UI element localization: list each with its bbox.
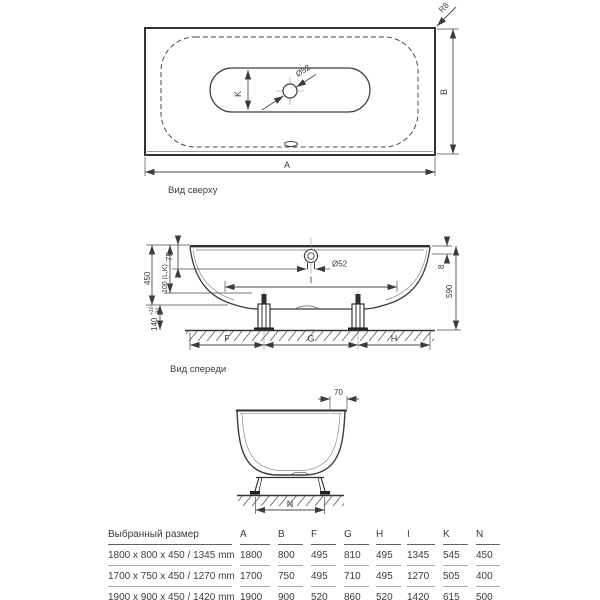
table-cell: 615 (443, 587, 468, 600)
dim-f-label: F (224, 333, 230, 344)
table-cell: 810 (344, 545, 369, 566)
rim-logo-oval (285, 142, 298, 147)
drain-diameter-label-front: Ø52 (332, 259, 348, 269)
table-header-cell: K (443, 524, 468, 545)
table-header-cell: Выбранный размер (108, 524, 232, 545)
dim-70-label: 70 (334, 388, 343, 397)
table-cell: 900 (278, 587, 303, 600)
table-cell: 1700 (240, 566, 270, 587)
table-header-cell: G (344, 524, 369, 545)
table-cell: 545 (443, 545, 468, 566)
table-cell: 1270 (407, 566, 435, 587)
front-view (143, 236, 461, 375)
dim-h-label: H (390, 333, 398, 344)
front-right-dims (432, 237, 461, 330)
front-view-caption: Вид спереди (170, 364, 227, 375)
table-cell: 520 (311, 587, 336, 600)
size-table (108, 524, 508, 600)
dim-a-label: A (283, 160, 291, 170)
dim-g-label: G (307, 333, 315, 344)
support-frame (250, 478, 330, 495)
table-row (108, 566, 508, 587)
radius-label: R8 (437, 0, 451, 15)
dim-70 (318, 396, 359, 409)
table-cell: 495 (311, 566, 336, 587)
table-cell: 750 (278, 566, 303, 587)
table-cell: 800 (278, 545, 303, 566)
table-cell: 1345 (407, 545, 435, 566)
table-header-cell: B (278, 524, 303, 545)
dim-75-label: 75 (165, 252, 174, 261)
table-cell: 860 (344, 587, 369, 600)
table-cell: 1900 x 900 x 450 / 1420 mm (108, 587, 232, 600)
dim-8-label: 8 (437, 264, 446, 269)
table-cell: 520 (376, 587, 401, 600)
table-cell: 495 (311, 545, 336, 566)
table-cell: 505 (443, 566, 468, 587)
table-cell: 1700 x 750 x 450 / 1270 mm (108, 566, 232, 587)
drain-diameter-label-top: Ø52 (294, 62, 312, 79)
table-cell: 500 (476, 587, 500, 600)
dim-i-label: I (309, 275, 313, 285)
table-cell: 1900 (240, 587, 270, 600)
table-cell: 1420 (407, 587, 435, 600)
table-cell: 450 (476, 545, 500, 566)
table-cell: 400 (476, 566, 500, 587)
table-cell: 495 (376, 545, 401, 566)
table-header-cell: N (476, 524, 500, 545)
table-row (108, 587, 508, 600)
dim-450-label: 450 (143, 271, 152, 285)
dim-140-tol-minus: -30 (155, 307, 162, 315)
table-header-cell: H (376, 524, 401, 545)
table-cell: 710 (344, 566, 369, 587)
dim-b-label: B (439, 88, 449, 95)
table-header-row (108, 524, 508, 545)
table-header-cell: F (311, 524, 336, 545)
dim-590-label: 590 (445, 284, 454, 298)
table-row (108, 545, 508, 566)
dim-n-label: N (286, 499, 294, 509)
table-cell: 1800 x 800 x 450 / 1345 mm (108, 545, 232, 566)
tub-profile-side (237, 411, 345, 475)
table-cell: 1800 (240, 545, 270, 566)
dim-140-tol-plus: +10 (149, 306, 155, 315)
table-header-cell: A (240, 524, 270, 545)
table-header-cell: I (407, 524, 435, 545)
table-cell: 495 (376, 566, 401, 587)
dim-k-label: K (233, 90, 243, 97)
dim-140-label: 140 (150, 317, 159, 331)
side-view (236, 388, 359, 514)
dim-100-label: 100 (L,K) (162, 264, 169, 293)
top-view (145, 0, 459, 196)
top-view-caption: Вид сверху (168, 185, 218, 196)
